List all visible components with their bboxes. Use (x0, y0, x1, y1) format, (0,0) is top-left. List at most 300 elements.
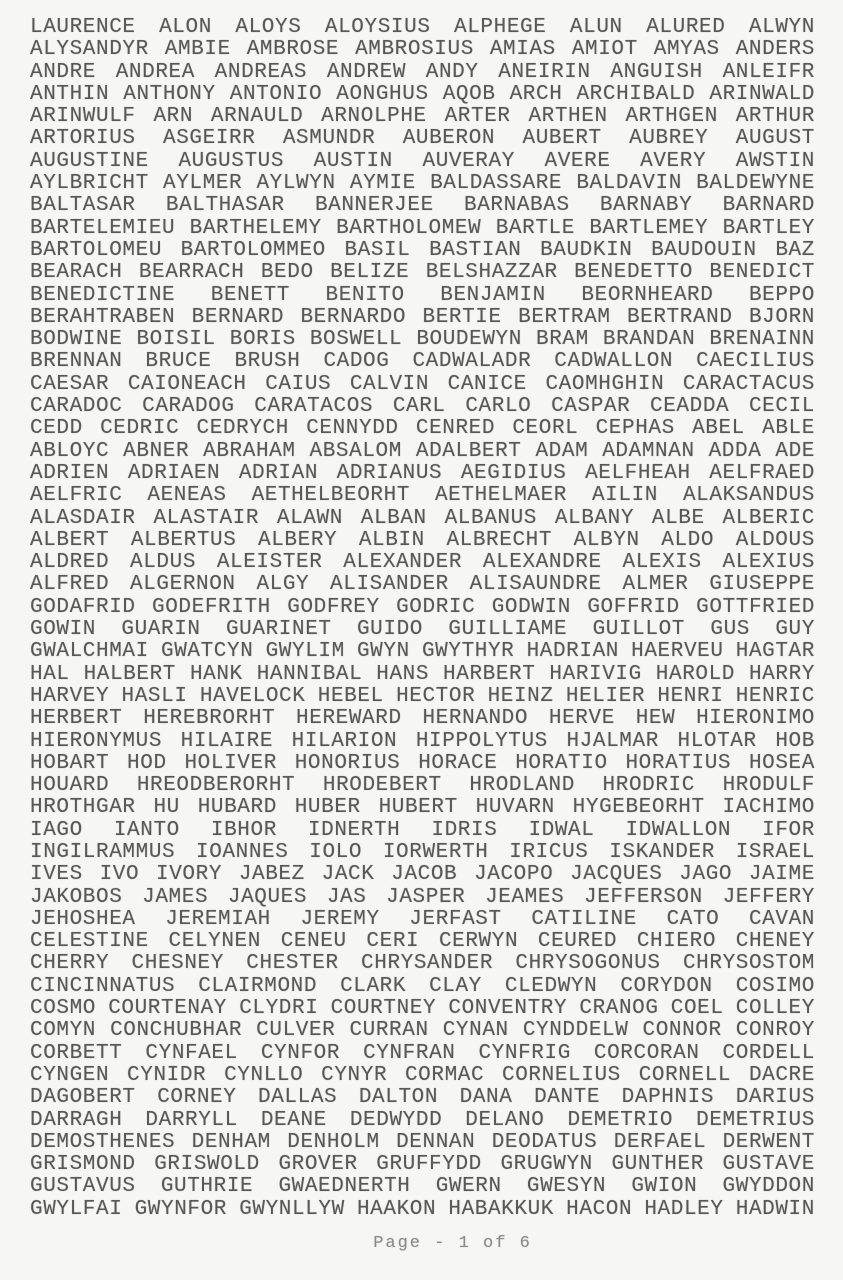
name-item: CLEDWYN (504, 974, 598, 998)
name-item: DEMETRIUS (696, 1108, 815, 1132)
name-item: DENNAN (396, 1130, 476, 1154)
name-list-line (30, 530, 815, 552)
name-item: JAS (326, 885, 367, 909)
name-item: BENEDICTINE (30, 283, 176, 307)
name-item: AYMIE (349, 172, 416, 196)
name-item: CURRAN (349, 1019, 429, 1043)
name-item: ARTER (444, 105, 511, 129)
name-item: CAVAN (748, 907, 815, 931)
name-item: CENEU (280, 930, 347, 954)
name-list-line (30, 552, 815, 574)
name-item: ABLE (762, 417, 815, 441)
name-item: GRISWOLD (154, 1153, 260, 1177)
name-item: BERTIE (422, 305, 502, 329)
name-item: ARTHUR (735, 105, 815, 129)
name-item: IRICUS (509, 840, 589, 864)
name-item: IVORY (156, 863, 223, 887)
name-list-line (30, 597, 815, 619)
name-item: HARVEY (30, 684, 110, 708)
name-item: ASGEIRR (163, 127, 256, 151)
name-item: CARLO (465, 395, 532, 419)
name-item: JACQUES (570, 863, 663, 887)
name-item: BEARACH (30, 261, 123, 285)
name-item: AUBERT (522, 127, 602, 151)
name-item: ABEL (692, 417, 745, 441)
name-item: ARCH (509, 82, 563, 106)
name-item: AELFRAED (709, 461, 815, 485)
name-item: ADRIEN (30, 461, 110, 485)
name-item: HROTHGAR (30, 796, 136, 820)
name-list-line (30, 1087, 815, 1109)
name-item: CADWALADR (412, 350, 532, 374)
name-item: ALBIN (358, 528, 425, 552)
name-item: IFOR (762, 818, 815, 842)
name-item: DANTE (534, 1086, 601, 1110)
name-list-line (30, 708, 815, 730)
name-item: HEINZ (487, 684, 554, 708)
name-item: DAGOBERT (30, 1086, 136, 1110)
name-item: BARTLE (495, 216, 575, 240)
name-item: COURTNEY (330, 997, 437, 1021)
name-item: GWION (631, 1175, 698, 1199)
name-item: ISKANDER (609, 840, 715, 864)
name-item: HJALMAR (566, 729, 659, 753)
name-item: AUGUST (735, 127, 815, 151)
name-item: CLAY (429, 974, 482, 998)
name-item: ALBERTUS (130, 528, 237, 552)
name-item: BEARRACH (138, 261, 245, 285)
name-item: GWYDDON (722, 1175, 815, 1199)
name-item: HANK (189, 662, 243, 686)
name-list-line (30, 753, 815, 775)
name-item: ARCHIBALD (576, 82, 696, 106)
name-item: ALWYN (748, 16, 815, 39)
name-list-line (30, 485, 815, 507)
name-item: HILAIRE (180, 729, 274, 753)
name-item: CATILINE (531, 907, 637, 931)
name-list-line (30, 508, 815, 530)
name-item: GUILLOT (592, 618, 685, 642)
name-item: CYNFAEL (145, 1041, 238, 1065)
name-item: BELIZE (330, 261, 410, 285)
name-item: DEDWYDD (349, 1108, 443, 1132)
name-item: ALDUS (130, 551, 197, 575)
name-item: HIERONIMO (696, 707, 815, 731)
name-item: DALLAS (258, 1086, 338, 1110)
name-item: ALGY (256, 573, 310, 597)
name-item: CHESNEY (131, 952, 224, 976)
name-list-line (30, 842, 815, 864)
name-list-line (30, 441, 815, 463)
name-item: ANDREW (326, 60, 407, 84)
name-item: IANTO (113, 818, 180, 842)
name-item: ALDRED (30, 551, 110, 575)
name-item: ALOYSIUS (324, 16, 431, 39)
name-item: CULVER (256, 1019, 336, 1043)
name-item: ALBYN (573, 528, 640, 552)
name-list-line (30, 1065, 815, 1087)
name-item: AMIAS (489, 38, 556, 62)
name-item: GWYLIM (265, 640, 345, 664)
name-item: BERAHTRABEN (30, 305, 176, 329)
name-item: ALON (159, 16, 212, 39)
name-item: HUBERT (378, 796, 458, 820)
name-item: ANDRE (30, 60, 97, 84)
name-item: ADRIAEN (127, 461, 221, 485)
name-item: JEREMIAH (165, 907, 271, 931)
name-list-line (30, 909, 815, 931)
name-item: ARTHGEN (625, 105, 718, 129)
name-item: DARIUS (735, 1086, 815, 1110)
name-list-line (30, 1043, 815, 1065)
name-item: HACON (566, 1197, 633, 1221)
name-item: ANDY (425, 60, 479, 84)
name-item: CELYNEN (168, 930, 261, 954)
name-list-line (30, 396, 815, 418)
name-item: HERBERT (30, 707, 123, 731)
name-list-line (30, 1020, 815, 1042)
name-item: HALBERT (83, 662, 176, 686)
name-list-line (30, 976, 815, 998)
name-item: BARNABAS (464, 194, 570, 218)
name-item: AONGHUS (336, 82, 429, 106)
name-item: IBHOR (210, 818, 277, 842)
name-item: ADAM (535, 439, 589, 463)
name-list-line (30, 1132, 815, 1154)
name-item: HILARION (291, 729, 398, 753)
name-item: DERFAEL (613, 1130, 707, 1154)
name-list-line (30, 463, 815, 485)
name-item: ALDOUS (735, 528, 815, 552)
name-item: CEADDA (650, 395, 730, 419)
name-list-line (30, 775, 815, 797)
name-item: CECIL (748, 395, 815, 419)
page-footer: Page - 1 of 6 (373, 1234, 532, 1253)
name-item: GOTTFRIED (696, 595, 815, 619)
name-item: HANNIBAL (256, 662, 363, 686)
name-item: ALASTAIR (153, 506, 260, 530)
name-list-line (30, 262, 815, 284)
name-item: GODRIC (396, 595, 476, 619)
name-item: BASIL (344, 238, 411, 262)
name-item: AETHELBEORHT (251, 484, 411, 508)
name-item: JAQUES (227, 885, 308, 909)
name-list-line (30, 39, 815, 61)
name-item: HOUARD (30, 774, 110, 798)
name-item: BRAM (536, 328, 589, 352)
name-list-line (30, 1176, 815, 1198)
name-item: AUGUSTUS (178, 149, 285, 173)
name-item: DEMOSTHENES (30, 1130, 176, 1154)
name-item: BAZ (775, 238, 815, 262)
name-item: CORNELIUS (502, 1063, 621, 1087)
name-item: CYNFRIG (478, 1041, 571, 1065)
name-item: AUGUSTINE (30, 149, 149, 173)
name-item: ABNER (123, 439, 190, 463)
name-item: CORBETT (30, 1041, 123, 1065)
name-item: ALDO (661, 528, 715, 552)
name-list-line (30, 864, 815, 886)
name-item: ABRAHAM (203, 439, 296, 463)
name-item: BERNARD (191, 305, 285, 329)
name-item: JERFAST (409, 907, 502, 931)
name-item: DELANO (465, 1108, 545, 1132)
name-item: CHIERO (636, 930, 717, 954)
name-item: CARL (392, 395, 446, 419)
name-item: CYNLLO (224, 1063, 304, 1087)
name-item: ALUN (569, 16, 623, 39)
name-item: ALMER (622, 573, 689, 597)
name-item: AMYAS (653, 38, 720, 62)
name-item: ANDREAS (214, 60, 308, 84)
name-item: GWYNFOR (134, 1197, 228, 1221)
name-item: BARTELEMIEU (30, 216, 176, 240)
name-item: CLAIRMOND (198, 974, 318, 998)
name-item: GIUSEPPE (709, 573, 815, 597)
name-item: BRUCE (145, 350, 212, 374)
name-item: AUBERON (402, 127, 496, 151)
name-item: AUSTIN (313, 149, 393, 173)
name-item: BARTLEMEY (589, 216, 709, 240)
name-item: GUTHRIE (160, 1175, 254, 1199)
name-item: JAMES (142, 885, 209, 909)
name-item: BEORNHEARD (581, 283, 714, 307)
name-item: GRUGWYN (500, 1153, 593, 1177)
name-item: HADWIN (735, 1197, 815, 1221)
name-item: HENRIC (735, 684, 815, 708)
name-item: GRISMOND (30, 1153, 136, 1177)
name-item: CARACTACUS (682, 372, 815, 396)
name-list-line (30, 128, 815, 150)
name-item: HELIER (565, 684, 646, 708)
name-list-line (30, 307, 815, 329)
name-item: ALASDAIR (30, 506, 136, 530)
name-item: CAECILIUS (696, 350, 815, 374)
name-item: BENJAMIN (440, 283, 546, 307)
name-item: ABSALOM (309, 439, 402, 463)
name-item: HRODLAND (469, 774, 575, 798)
name-item: CATO (666, 907, 720, 931)
name-item: ALBRECHT (446, 528, 553, 552)
name-item: COSIMO (735, 974, 815, 998)
name-item: CYNAN (442, 1019, 509, 1043)
name-item: BRENNAN (30, 350, 123, 374)
name-item: BASTIAN (429, 238, 522, 262)
name-item: AQOB (442, 82, 496, 106)
name-list-line (30, 1110, 815, 1132)
name-item: LAURENCE (30, 16, 136, 39)
name-item: CONVENTRY (448, 997, 568, 1021)
name-item: ALURED (646, 16, 726, 39)
name-item: BARTHELEMY (189, 216, 322, 240)
name-list-line (30, 285, 815, 307)
name-item: DARRAGH (30, 1108, 123, 1132)
name-item: JAKOBOS (30, 885, 123, 909)
name-item: CEDRIC (100, 417, 180, 441)
name-item: CENNYDD (306, 417, 399, 441)
name-item: CLYDRI (239, 997, 319, 1021)
name-item: BENITO (325, 283, 405, 307)
name-item: JACOPO (474, 863, 554, 887)
name-item: DAPHNIS (621, 1086, 715, 1110)
name-item: CYNFRAN (363, 1041, 456, 1065)
name-item: ALEXANDRE (482, 551, 602, 575)
name-list-line (30, 931, 815, 953)
name-item: COMYN (30, 1019, 97, 1043)
name-list-line (30, 84, 815, 106)
name-item: BERTRAND (626, 305, 733, 329)
name-item: HEREWARD (296, 707, 402, 731)
name-item: CERWYN (438, 930, 519, 954)
name-item: GWALCHMAI (30, 640, 149, 664)
name-item: BALTASAR (30, 194, 136, 218)
name-item: DACRE (748, 1063, 815, 1087)
name-item: IVES (30, 863, 83, 887)
name-list-line (30, 953, 815, 975)
name-item: AILIN (591, 484, 658, 508)
name-item: JEAMES (485, 885, 565, 909)
name-item: AMIOT (571, 38, 638, 62)
name-item: BEPPO (748, 283, 815, 307)
name-item: HIERONYMUS (30, 729, 163, 753)
name-item: DERWENT (722, 1130, 815, 1154)
name-list-line (30, 218, 815, 240)
name-item: BARTOLOMMEO (180, 238, 326, 262)
name-list-line (30, 641, 815, 663)
name-item: HOD (127, 751, 167, 775)
name-item: AYLMER (163, 172, 243, 196)
name-item: AELFRIC (30, 484, 123, 508)
name-list-line (30, 731, 815, 753)
name-item: ARN (153, 105, 194, 129)
name-item: JAIME (748, 863, 815, 887)
name-list-line (30, 686, 815, 708)
name-item: CHERRY (30, 952, 110, 976)
name-item: AMBIE (164, 38, 231, 62)
name-list-line (30, 1154, 815, 1176)
name-item: CAIONEACH (127, 372, 247, 396)
name-item: AUBREY (629, 127, 709, 151)
name-item: CORDELL (722, 1041, 815, 1065)
name-list-line (30, 106, 815, 128)
name-item: GODWIN (491, 595, 571, 619)
name-item: GUIDO (356, 618, 423, 642)
name-item: ALBERT (30, 528, 110, 552)
name-item: BERNARDO (300, 305, 407, 329)
name-item: CARATACOS (254, 395, 374, 419)
name-item: ANEIRIN (498, 60, 591, 84)
name-item: CHRYSANDER (361, 952, 494, 976)
name-list-line (30, 17, 815, 39)
name-item: GUNTHER (611, 1153, 704, 1177)
name-item: COLLEY (735, 997, 815, 1021)
name-item: DARRYLL (145, 1108, 238, 1132)
name-item: HONORIUS (294, 751, 401, 775)
name-item: ADE (775, 439, 815, 463)
name-item: HERNANDO (422, 707, 529, 731)
name-list-line (30, 574, 815, 596)
name-item: BALDASSARE (430, 172, 563, 196)
name-item: IVO (99, 863, 140, 887)
name-item: CEURED (537, 930, 618, 954)
name-item: HAERVEU (631, 640, 724, 664)
name-item: IDRIS (431, 818, 498, 842)
name-item: HOLIVER (184, 751, 277, 775)
name-item: CEDD (30, 417, 83, 441)
name-item: AETHELMAER (434, 484, 568, 508)
name-item: JABEZ (238, 863, 305, 887)
name-item: CARADOC (30, 395, 123, 419)
name-item: GUILLIAME (448, 618, 568, 642)
name-item: CARADOG (142, 395, 235, 419)
name-item: CEPHAS (595, 417, 675, 441)
name-item: IACHIMO (722, 796, 815, 820)
name-item: GOWIN (30, 618, 97, 642)
name-item: HASLI (121, 684, 188, 708)
name-item: DENHAM (191, 1130, 271, 1154)
name-item: HAGTAR (735, 640, 815, 664)
name-item: AUVERAY (422, 149, 515, 173)
name-item: HEW (635, 707, 676, 731)
name-item: ALBAN (360, 506, 427, 530)
name-item: IOANNES (196, 840, 289, 864)
name-item: COEL (670, 997, 724, 1021)
name-item: BRUSH (234, 350, 301, 374)
name-item: GROVER (278, 1153, 358, 1177)
name-item: CYNDDELW (522, 1019, 629, 1043)
name-item: JEFFERY (722, 885, 815, 909)
name-item: HOB (775, 729, 815, 753)
name-item: COSMO (30, 997, 97, 1021)
name-item: HERVE (548, 707, 615, 731)
name-item: BELSHAZZAR (425, 261, 558, 285)
name-item: COURTENAY (108, 997, 228, 1021)
name-item: ALBE (651, 506, 705, 530)
name-item: ALAWN (276, 506, 343, 530)
name-item: GUSTAVUS (30, 1175, 136, 1199)
name-item: BORIS (229, 328, 296, 352)
name-list-line (30, 887, 815, 909)
name-item: HAVELOCK (199, 684, 306, 708)
name-item: AVERE (544, 149, 611, 173)
name-item: ANTHIN (30, 82, 110, 106)
name-list-line (30, 62, 815, 84)
name-item: GWERN (435, 1175, 502, 1199)
name-item: HORATIUS (625, 751, 732, 775)
name-item: DANA (459, 1086, 513, 1110)
name-item: ALPHEGE (454, 16, 547, 39)
name-item: GUARIN (121, 618, 201, 642)
name-item: ALEXIS (622, 551, 702, 575)
name-item: BARNARD (722, 194, 815, 218)
name-item: BALTHASAR (165, 194, 285, 218)
name-item: ABLOYC (30, 439, 110, 463)
name-item: ARTHEN (528, 105, 608, 129)
name-item: BOISIL (136, 328, 216, 352)
name-item: ANLEIFR (722, 60, 815, 84)
name-item: CYNIDR (127, 1063, 207, 1087)
name-item: JACK (321, 863, 375, 887)
name-item: JEREMY (300, 907, 380, 931)
name-item: ALBANUS (444, 506, 538, 530)
name-item: AMBROSE (246, 38, 340, 62)
name-item: DEODATUS (491, 1130, 598, 1154)
name-item: HADRIAN (526, 640, 619, 664)
name-item: CORMAC (404, 1063, 485, 1087)
name-item: CLARK (340, 974, 407, 998)
name-item: CRANOG (579, 997, 659, 1021)
name-item: BENETT (210, 283, 290, 307)
